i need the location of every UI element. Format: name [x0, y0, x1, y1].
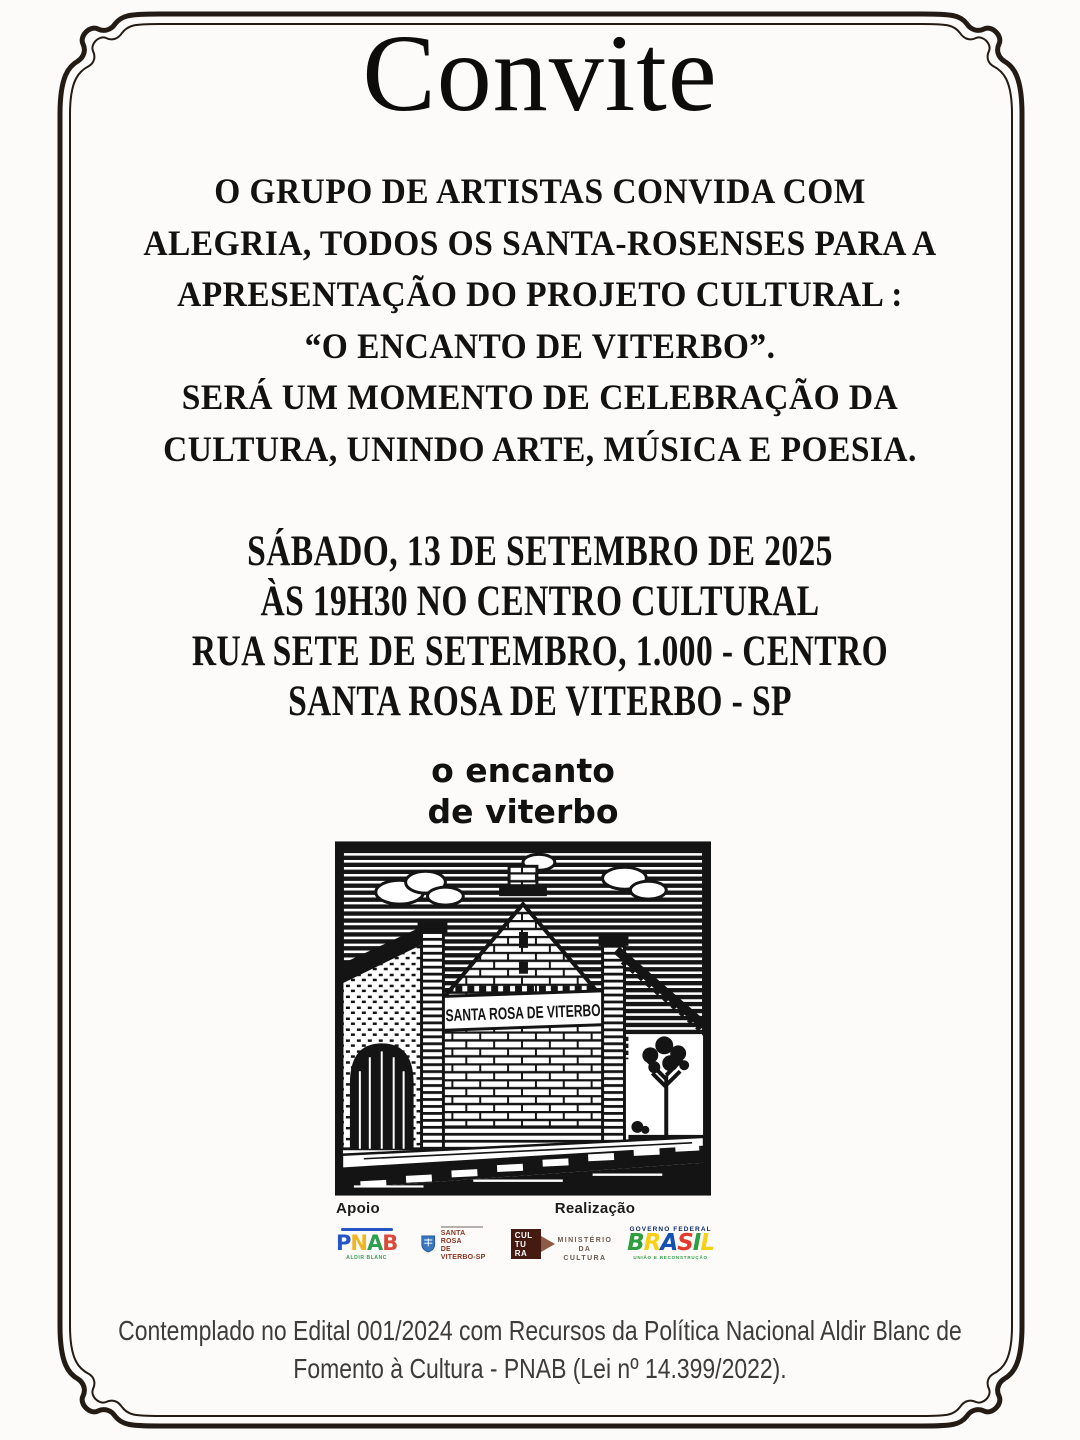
event-detail-line: SANTA ROSA DE VITERBO - SP — [288, 678, 792, 725]
pnab-letter: B — [382, 1230, 398, 1255]
prefeitura-logo — [421, 1226, 486, 1262]
governo-federal-brasil-logo — [627, 1226, 714, 1260]
brasil-letter: R — [643, 1230, 661, 1256]
invitation-text — [38, 166, 1042, 475]
brasil-letter: B — [627, 1230, 644, 1256]
pnab-letter: N — [350, 1230, 367, 1255]
invitation-line: SERÁ UM MOMENTO DE CELEBRAÇÃO DA — [181, 377, 899, 417]
realizacao-group — [555, 1200, 714, 1263]
pnab-letter: P — [336, 1230, 351, 1255]
cultura-row: TU — [514, 1239, 527, 1249]
cultura-row: RA — [514, 1248, 528, 1258]
cultura-arrow-icon — [541, 1236, 555, 1252]
artwork-caption-line: o encanto — [431, 751, 615, 790]
pnab-logo — [336, 1228, 397, 1261]
invitation-line: ALEGRIA, TODOS OS SANTA-ROSENSES PARA A — [143, 222, 937, 263]
funding-notice-line: Contemplado no Edital 001/2024 com Recursos da Política Nacional Aldir Blanc de — [118, 1315, 962, 1346]
brasil-letter: S — [677, 1230, 693, 1256]
brasil-letter: L — [700, 1230, 714, 1256]
apoio-group — [336, 1200, 555, 1263]
pnab-subtext: ALDIR BLANC — [346, 1254, 388, 1261]
brasil-letter: A — [660, 1230, 678, 1256]
station-sign — [439, 991, 664, 1031]
artwork-caption-line: de viterbo — [427, 792, 619, 831]
ministerio-cultura-logo: MINISTÉRIO DA CULTURA — [557, 1237, 613, 1262]
realizacao-label: Realização — [554, 1200, 636, 1217]
invitation-line: CULTURA, UNINDO ARTE, MÚSICA E POESIA. — [163, 428, 917, 469]
city-micro-text-bar — [441, 1226, 483, 1228]
invitation-line: APRESENTAÇÃO DO PROJETO CULTURAL : — [177, 274, 903, 314]
event-detail-line: RUA SETE DE SETEMBRO, 1.000 - CENTRO — [191, 628, 889, 675]
funding-notice — [97, 1312, 983, 1388]
artwork-caption — [334, 750, 712, 832]
event-detail-line: SÁBADO, 13 DE SETEMBRO DE 2025 — [247, 528, 833, 575]
woodcut-station-image — [334, 840, 712, 1197]
city-name-line: SANTA ROSA — [440, 1230, 466, 1245]
poster-title: Convite — [362, 12, 718, 134]
apoio-label: Apoio — [336, 1200, 380, 1217]
funding-notice-line: Fomento à Cultura - PNAB (Lei nº 14.399/2022). — [293, 1353, 787, 1384]
city-crest-icon — [421, 1233, 436, 1255]
governo-federal-text: GOVERNO FEDERAL — [629, 1226, 712, 1233]
city-name-line: DE VITERBO-SP — [440, 1246, 486, 1261]
pnab-letter: A — [366, 1230, 383, 1255]
invitation-line: “O ENCANTO DE VITERBO”. — [304, 325, 776, 366]
event-details — [119, 527, 961, 727]
event-detail-line: ÀS 19H30 NO CENTRO CULTURAL — [260, 578, 820, 625]
woodcut-illustration — [334, 840, 712, 1197]
cultura-sp-logo — [511, 1229, 555, 1259]
invitation-line: O GRUPO DE ARTISTAS CONVIDA COM — [214, 171, 866, 211]
uniao-reconstrucao-text: UNIÃO E RECONSTRUÇÃO — [633, 1255, 708, 1260]
cultura-row: CUL — [514, 1230, 533, 1240]
tree — [628, 1035, 704, 1141]
sponsor-strip — [336, 1200, 714, 1263]
station-sign-text: SANTA ROSA DE VITERBO — [445, 998, 664, 1026]
brasil-letter: I — [692, 1230, 701, 1256]
